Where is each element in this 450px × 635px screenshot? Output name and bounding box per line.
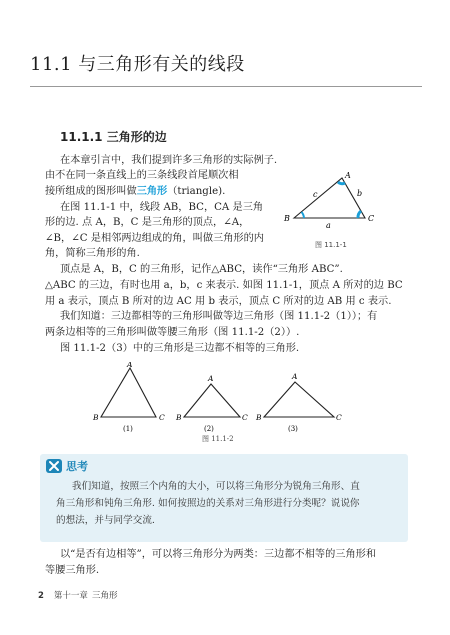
para2-line-4: 角，简称三角形的角. [45, 248, 140, 259]
t1-vertex-a: A [127, 362, 133, 369]
figure-11-1-1-caption: 图 11.1-1 [315, 241, 347, 249]
section-title: 11.1.1 三角形的边 [60, 130, 167, 144]
t3-vertex-b: B [256, 413, 262, 422]
figure-11-1-2 [90, 362, 360, 442]
triangle-isosceles [184, 384, 240, 417]
t2-vertex-b: B [176, 413, 182, 422]
para5-line-2: 两条边相等的三角形叫做等腰三角形（图 11.1-2（2））. [45, 327, 300, 338]
t3-vertex-a: A [292, 372, 298, 381]
t3-vertex-c: C [336, 413, 342, 422]
para2-line-2: 形的边. 点 A，B，C 是三角形的顶点，∠A， [45, 217, 250, 228]
page-number: 2 [38, 591, 44, 601]
figure-11-1-1 [282, 170, 402, 232]
footer-chapter-name: 三角形 [91, 591, 118, 601]
t1-vertex-b: B [93, 413, 99, 422]
think-title: 思考 [66, 460, 88, 473]
intro-line-2: 由不在同一条直线上的三条线段首尾顺次相 [45, 170, 239, 181]
side-c-label: c [313, 190, 318, 199]
page-footer [38, 589, 117, 601]
t2-vertex-a: A [208, 374, 214, 383]
closing-line-1: 以“是否有边相等”，可以将三角形分为两类：三边都不相等的三角形和 [60, 549, 377, 560]
think-line-2: 角三角形和钝角三角形. 如何按照边的关系对三角形进行分类呢？说说你 [56, 498, 360, 509]
triangle-equilateral [101, 368, 156, 417]
side-a-label: a [326, 221, 331, 230]
angle-a-mark [338, 182, 345, 184]
think-icon [46, 459, 62, 473]
term-triangle: 三角形 [136, 185, 168, 197]
vertex-c-label: C [368, 214, 375, 223]
para2-line-1: 在图 11.1-1 中，线段 AB，BC，CA 是三角 [60, 202, 264, 213]
t2-vertex-c: C [242, 413, 248, 422]
t1-label: (1) [123, 425, 133, 433]
angle-c-mark [358, 211, 361, 218]
figure-11-1-2-caption: 图 11.1-2 [202, 435, 234, 442]
triangle-scalene [264, 382, 334, 417]
think-line-3: 的想法，并与同学交流. [56, 515, 155, 526]
vertex-b-label: B [284, 214, 290, 223]
para5-line-1: 我们知道：三边都相等的三角形叫做等边三角形（图 11.1-2（1））；有 [60, 311, 378, 322]
intro-line-3: 接所组成的图形叫做三角形（triangle). [45, 185, 226, 197]
t1-vertex-c: C [159, 413, 165, 422]
side-b-label: b [357, 189, 363, 198]
para4-line-2: 用 a 表示，顶点 B 所对的边 AC 用 b 表示，顶点 C 所对的边 AB 用 c 表示. [45, 296, 392, 307]
para2-line-3: ∠B，∠C 是相邻两边组成的角，叫做三角形的内 [45, 233, 264, 244]
t3-label: (3) [288, 425, 298, 433]
t2-label: (2) [204, 425, 214, 433]
vertex-a-label: A [345, 171, 351, 180]
footer-chapter: 第十一章 [53, 591, 88, 601]
para4-line-1: △ABC 的三边，有时也用 a，b，c 来表示. 如图 11.1-1，顶点 A 所对的边 BC [45, 280, 403, 291]
chapter-title: 11.1 与三角形有关的线段 [30, 54, 245, 75]
para3: 顶点是 A，B，C 的三角形，记作△ABC，读作“三角形 ABC”. [60, 264, 343, 275]
think-line-1: 我们知道，按照三个内角的大小，可以将三角形分为锐角三角形、直 [72, 481, 360, 492]
para6: 图 11.1-2（3）中的三角形是三边都不相等的三角形. [60, 343, 300, 354]
angle-b-mark [302, 212, 305, 218]
closing-line-2: 等腰三角形. [45, 565, 100, 576]
title-divider [30, 86, 422, 87]
intro-line-1: 在本章引言中，我们提到许多三角形的实际例子. [60, 155, 278, 166]
